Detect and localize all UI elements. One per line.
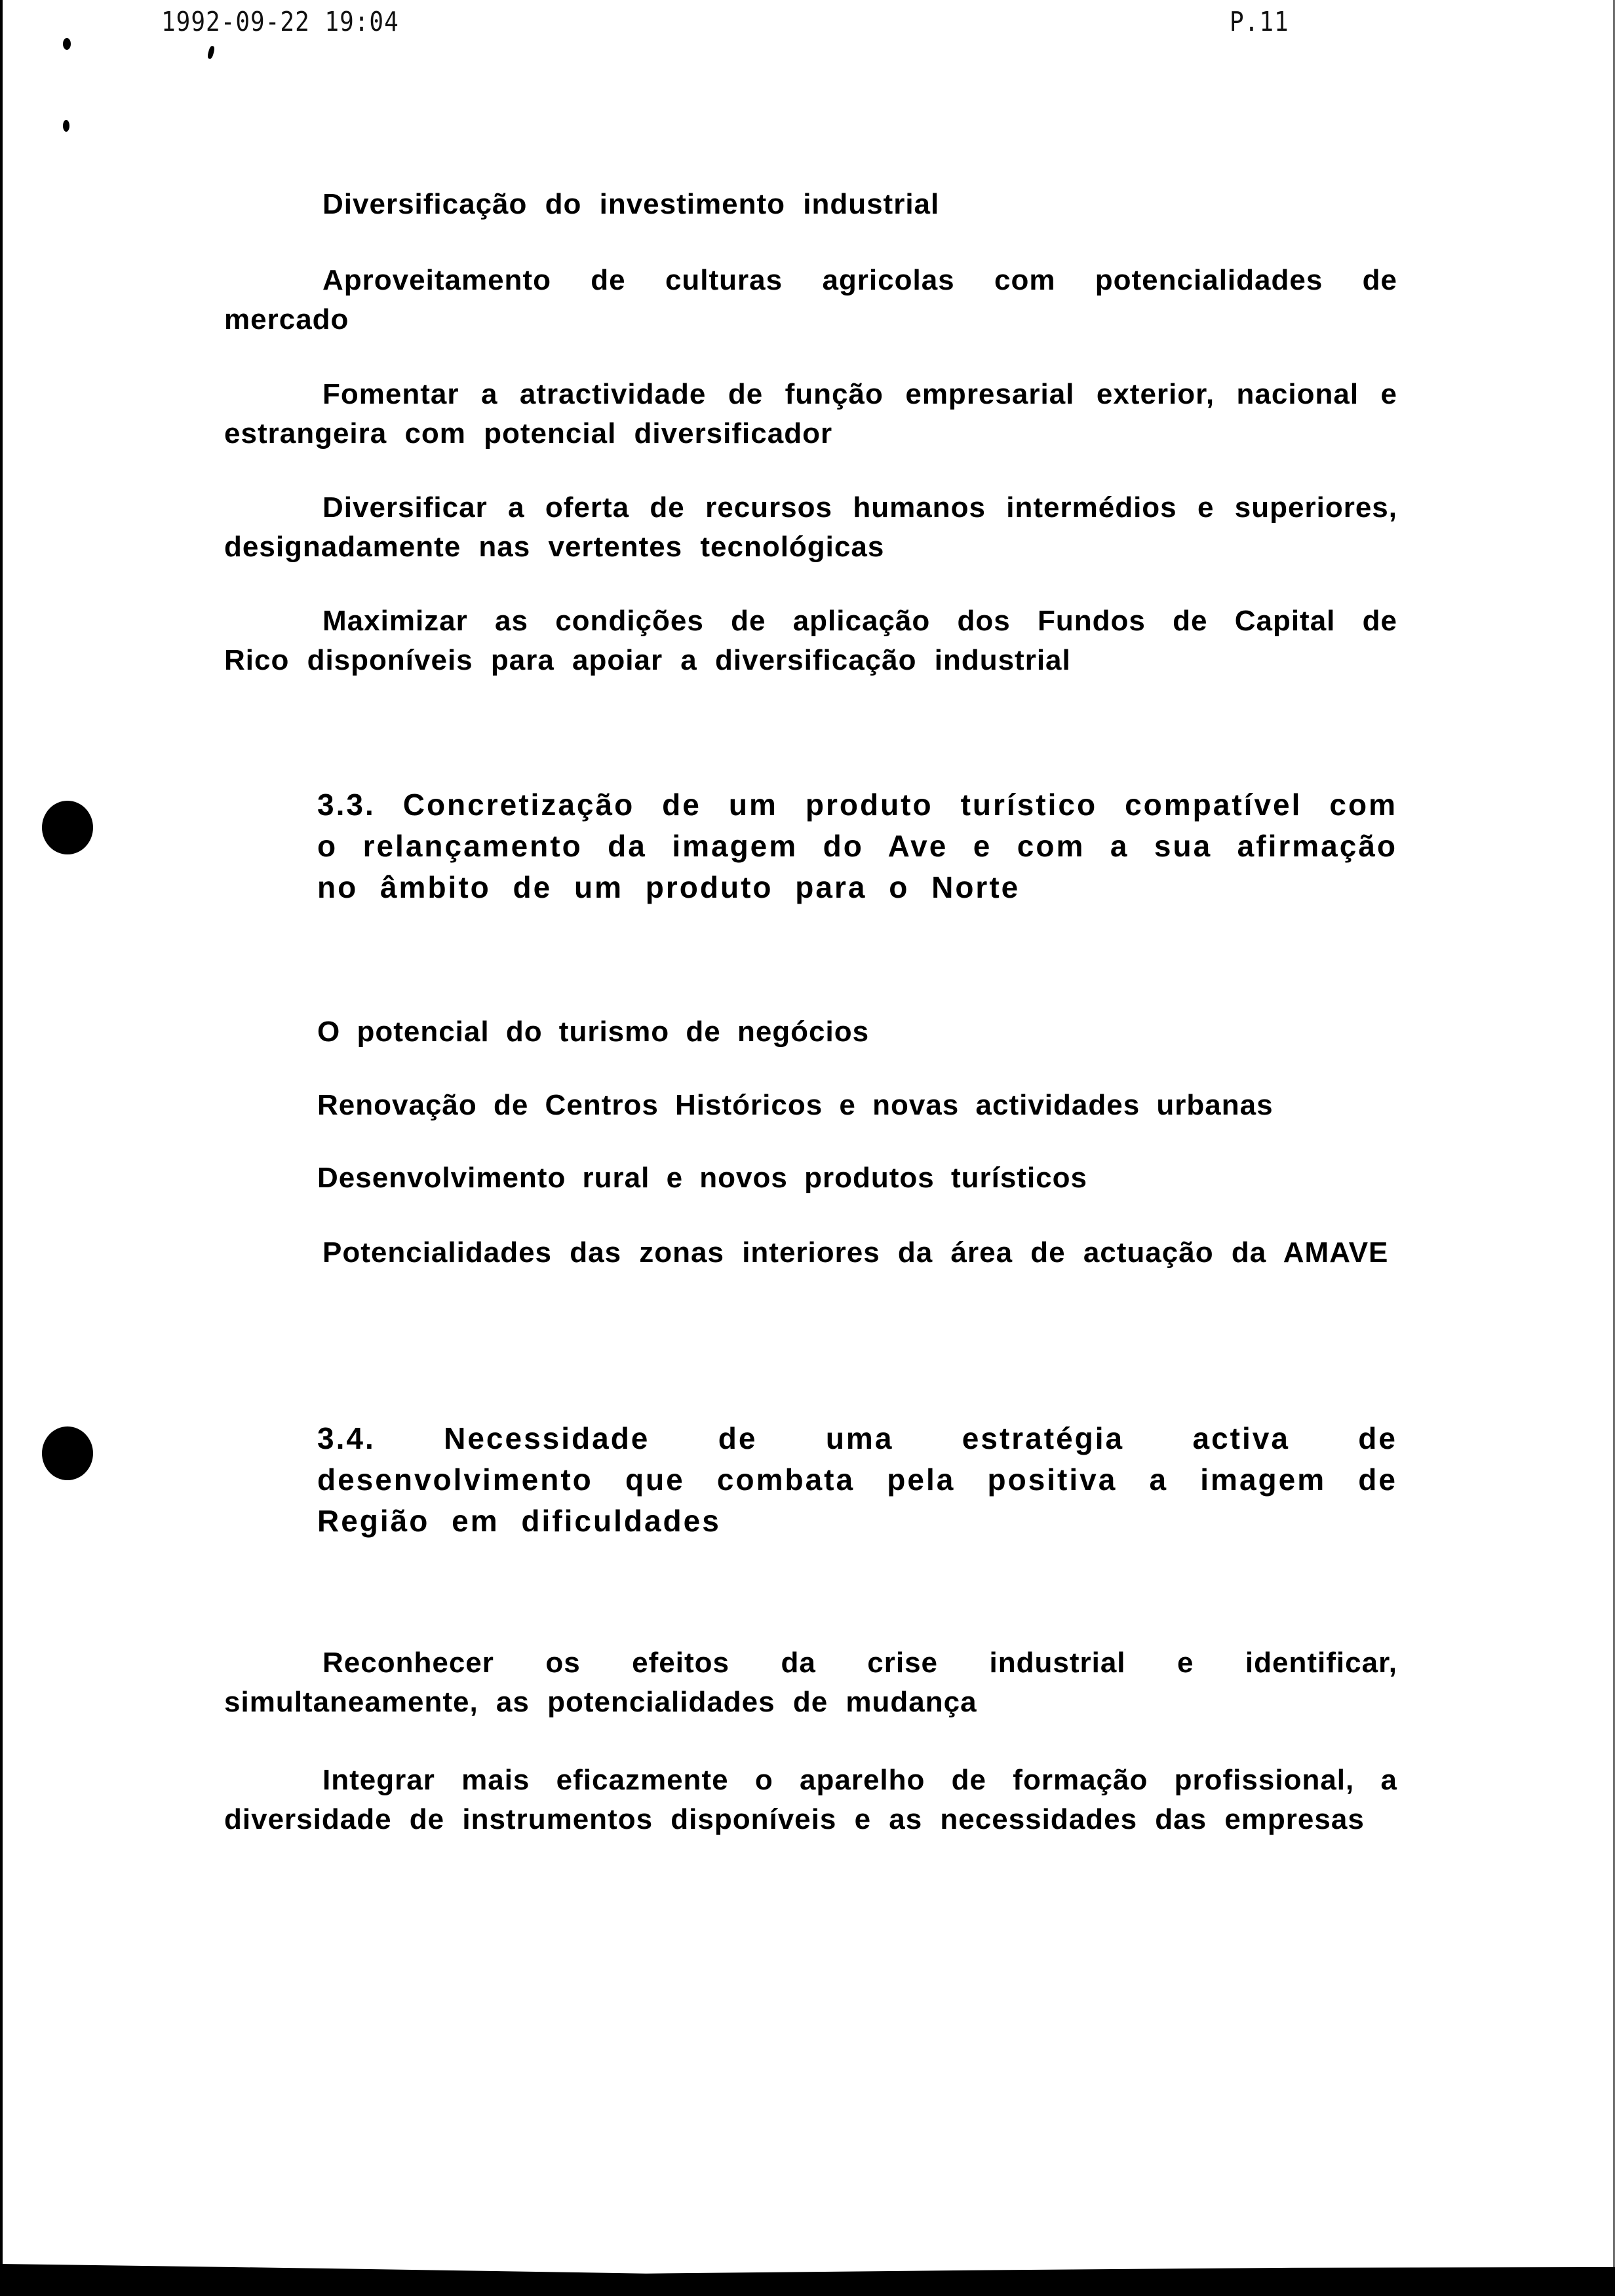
- scan-speck: [207, 45, 216, 59]
- list-item: Desenvolvimento rural e novos produtos turísticos: [317, 1162, 1087, 1194]
- scan-speck: [63, 38, 71, 50]
- list-item: Diversificação do investimento industrial: [322, 188, 940, 220]
- list-item: Aproveitamento de culturas agricolas com potencialidades de mercado: [224, 264, 1397, 335]
- list-item: Reconhecer os efeitos da crise industrial e identificar, simultaneamente, as potencialidades de mudança: [224, 1647, 1397, 1718]
- list-item: Diversificar a oferta de recursos humanos intermédios e superiores, designadamente nas vertentes tecnológicas: [224, 491, 1397, 563]
- list-item: Maximizar as condições de aplicação dos Fundos de Capital de Rico disponíveis para apoiar a diversificação industrial: [224, 605, 1397, 676]
- fax-page-number: P.11: [1230, 7, 1289, 38]
- scan-left-border: [0, 0, 3, 2267]
- punch-hole: [42, 801, 93, 854]
- list-item: Fomentar a atractividade de função empresarial exterior, nacional e estrangeira com potencial diversificador: [224, 378, 1397, 450]
- section-heading-3-3: 3.3. Concretização de um produto turístico compatível com o relançamento da imagem do Ave e com a sua afirmação no âmbito de um produto para o Norte: [317, 788, 1397, 904]
- list-item: Renovação de Centros Históricos e novas actividades urbanas: [317, 1089, 1274, 1121]
- fax-datetime: 1992-09-22 19:04: [161, 7, 399, 38]
- scan-speck: [63, 120, 69, 132]
- list-item: O potencial do turismo de negócios: [317, 1016, 870, 1048]
- scan-bottom-border: [0, 2264, 1615, 2296]
- section-heading-3-4: 3.4. Necessidade de uma estratégia activa de desenvolvimento que combata pela positiva a imagem de Região em dificuldades: [317, 1421, 1397, 1538]
- list-item: Integrar mais eficazmente o aparelho de formação profissional, a diversidade de instrumentos disponíveis e as necessidades das empresas: [224, 1764, 1397, 1835]
- punch-hole: [42, 1426, 93, 1480]
- list-item: Potencialidades das zonas interiores da área de actuação da AMAVE: [322, 1236, 1389, 1269]
